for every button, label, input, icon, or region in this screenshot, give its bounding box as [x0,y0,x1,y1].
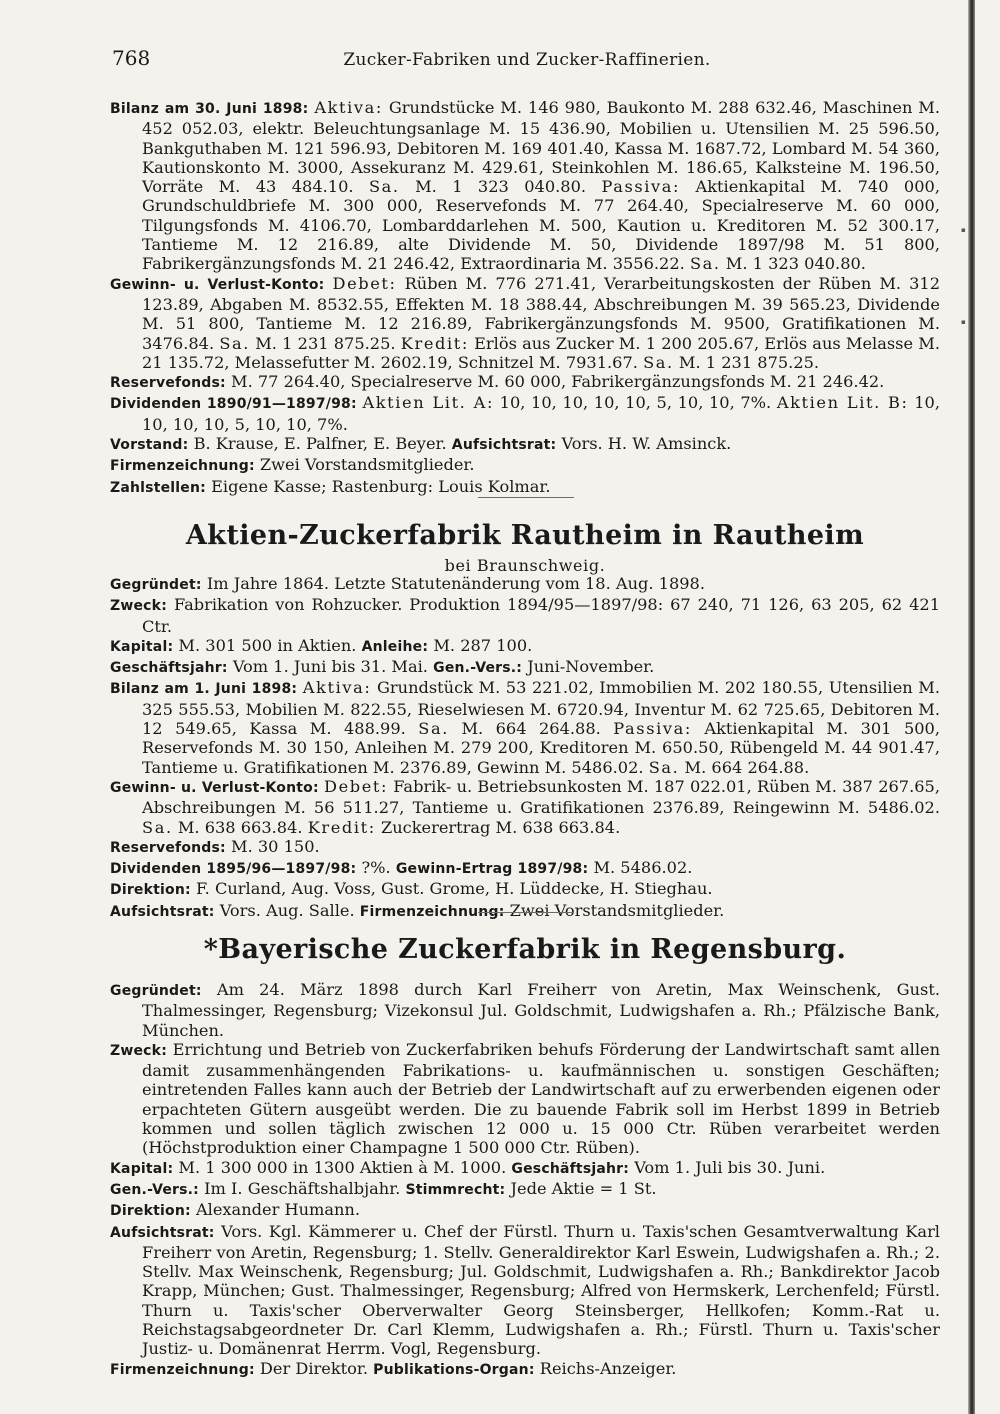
label-aufsichtsrat: Aufsichtsrat: [110,903,215,920]
label-aufsichtsrat: Aufsichtsrat: [110,1224,215,1241]
label-summe: Sa. [368,177,400,197]
label-publikations-organ: Publikations-Organ: [373,1361,535,1378]
label-gewinn-verlust: Gewinn- u. Verlust-Konto: [110,779,319,796]
entry-geschaeftsjahr [110,657,940,678]
text-debet: Rüben M. 776 271.41, Verarbeitungskosten der Rüben M. 312 123.89, Abgaben M. 8532.55, Effekten M. 18 388.44, Abschreibungen M. 39 565.23, Dividende M. 51 800, Tantieme M. 12 216.89, Fabrikergänzungsfonds M. 9500, Gratifikationen M. 3476.84. [142,273,940,353]
entry-kapital [110,1158,940,1179]
text-geschaeftsjahr: Vom 1. Juli bis 30. Juni. [634,1157,826,1177]
label-anleihe: Anleihe: [361,638,429,655]
text-summe: M. 664 264.88. [684,757,810,777]
label-zahlstellen: Zahlstellen: [110,479,206,496]
label-direktion: Direktion: [110,882,191,899]
text-publikations-organ: Reichs-Anzeiger. [539,1358,677,1378]
entry-zweck [110,1040,940,1158]
label-summe: Sa. [219,333,250,353]
label-aktiva: Aktiva: [302,678,372,698]
label-aktien-lit-b: Aktien Lit. B: [776,393,909,413]
label-summe: Sa. [689,254,721,274]
company-title: Aktien-Zuckerfabrik Rautheim in Rautheim [185,520,865,551]
text-aktiva: Grundstück M. 53 221.02, Immobilien M. 202 180.55, Utensilien M. 325 555.53, Mobilien M. 822.55, Rieselwiesen M. 6720.94, Inventur M. 62 725.65, Debitoren M. 12 549.65, Kassa M. 488.99. [142,678,940,739]
label-vorstand: Vorstand: [110,437,189,454]
text-aufsichtsrat: Vors. H. W. Amsinck. [561,434,732,454]
entry-firmenzeichnung [110,1359,940,1380]
label-gewinn-ertrag: Gewinn-Ertrag 1897/98: [395,861,589,878]
label-reservefonds: Reservefonds: [110,375,226,392]
text-kapital: M. 301 500 in Aktien. [178,635,357,655]
entry-reservefonds [110,837,940,858]
margin-mark: ▪ [961,318,966,326]
company-title: *Bayerische Zuckerfabrik in Regensburg. [203,934,847,965]
text-reservefonds: M. 77 264.40, Specialreserve M. 60 000, Fabrikergänzungsfonds M. 21 246.42. [231,372,885,392]
entry-zweck [110,595,940,636]
text-gegruendet: Im Jahre 1864. Letzte Statutenänderung vom 18. Aug. 1898. [206,574,705,593]
label-gen-vers: Gen.-Vers.: [110,1181,199,1198]
text-gen-vers: Im I. Geschäftshalbjahr. [204,1178,401,1198]
text-anleihe: M. 287 100. [433,635,533,655]
label-bilanz: Bilanz am 30. Juni 1898: [110,101,309,117]
label-zweck: Zweck: [110,1042,167,1059]
text-summe: M. 1 231 875.25. [678,352,820,372]
section-previous-company [110,98,940,498]
text-summe: M. 638 663.84. [177,817,303,837]
label-kredit: Kredit: [307,817,376,837]
label-zweck: Zweck: [110,598,167,615]
label-passiva: Passiva: [601,177,681,197]
label-gegruendet: Gegründet: [110,983,202,999]
entry-bilanz [110,678,940,776]
label-reservefonds: Reservefonds: [110,839,226,856]
label-dividenden: Dividenden 1890/91—1897/98: [110,396,357,413]
text-firmenzeichnung: Zwei Vorstandsmitglieder. [509,900,725,920]
entry-direktion [110,879,940,900]
label-stimmrecht: Stimmrecht: [405,1181,506,1198]
label-gegruendet: Gegründet: [110,577,202,593]
text-stimmrecht: Jede Aktie = 1 St. [510,1178,657,1198]
text-summe: M. 664 264.88. [461,719,601,739]
text-zahlstellen: Eigene Kasse; Rastenburg: Louis Kolmar. [211,476,551,496]
entry-firmenzeichnung [110,455,940,476]
entry-aufsichtsrat [110,1222,940,1359]
text-passiva: Aktienkapital M. 301 500, Reservefonds M. 30 150, Anleihen M. 279 200, Kreditoren M. 650.50, Rübengeld M. 44 901.47, Tantieme u. Gratifikationen M. 2376.89, Gewinn M. 5486.02. [142,719,940,777]
text-kredit: Zuckerertrag M. 638 663.84. [380,817,621,837]
entry-gewinn-verlust [110,777,940,837]
label-geschaeftsjahr: Geschäftsjahr: [110,660,228,677]
text-firmenzeichnung: Der Direktor. [259,1358,368,1378]
entry-gegruendet [110,980,940,1040]
text-geschaeftsjahr: Vom 1. Juni bis 31. Mai. [232,657,428,677]
entry-bilanz [110,98,940,274]
page-header [112,46,932,86]
label-geschaeftsjahr: Geschäftsjahr: [511,1160,630,1177]
label-summe: Sa. [418,719,449,739]
section-divider [478,497,574,498]
label-kapital: Kapital: [110,1160,174,1177]
entry-zahlstellen [110,477,940,498]
text-gewinn-ertrag: M. 5486.02. [593,858,693,878]
label-firmenzeichnung: Firmenzeichnung: [110,1361,255,1378]
label-kapital: Kapital: [110,638,174,655]
entry-direktion [110,1200,940,1221]
entry-gen-vers [110,1179,940,1200]
text-dividenden: ?%. [361,858,391,878]
entry-vorstand [110,434,940,455]
text-summe: M. 1 323 040.80. [415,177,587,197]
text-kapital: M. 1 300 000 in 1300 Aktien à M. 1000. [178,1157,507,1177]
entry-gegruendet [110,574,940,595]
section-regensburg [110,980,940,1380]
label-direktion: Direktion: [110,1203,191,1220]
text-kredit: Erlös aus Zucker M. 1 200 205.67, Erlös aus Melasse M. 21 135.72, Melassefutter M. 2602.19, Schnitzel M. 7931.67. [142,333,940,372]
label-aktiva: Aktiva: [314,98,383,117]
label-dividenden: Dividenden 1895/96—1897/98: [110,861,357,878]
entry-dividenden [110,393,940,434]
text-gen-vers: Juni-November. [527,657,655,677]
label-firmenzeichnung: Firmenzeichnung: [359,903,505,920]
text-firmenzeichnung: Zwei Vorstandsmitglieder. [259,455,475,475]
text-aktien-lit-b: 10, 10, 10, 10, 5, 10, 10, 7%. [142,393,940,434]
text-gegruendet: Am 24. März 1898 durch Karl Freiherr von Aretin, Max Weinschenk, Gust. Thalmessinger, Regensburg; Vizekonsul Jul. Goldschmit, Ludwigshafen a. Rh.; Pfälzische Bank, München. [142,980,940,1040]
text-vorstand: B. Krause, E. Palfner, E. Beyer. [193,434,447,454]
text-direktion: F. Curland, Aug. Voss, Gust. Grome, H. Lüddecke, H. Stieghau. [195,879,713,899]
section-rautheim [110,574,940,922]
label-summe: Sa. [142,817,173,837]
label-passiva: Passiva: [613,719,692,739]
label-summe: Sa. [643,352,674,372]
margin-mark: ▪ [961,226,966,234]
label-aufsichtsrat: Aufsichtsrat: [451,437,557,454]
text-summe: M. 1 323 040.80. [725,254,866,274]
text-zweck: Errichtung und Betrieb von Zuckerfabriken behufs Förderung der Landwirtschaft samt allen damit zusammenhängenden Fabrikations- u. kaufmännischen u. sonstigen Geschäften; eintretenden Falles kann auch der Betrieb der Landwirtschaft auf zu erwerbenden eigenen oder erpachteten Gütern ausgeübt werden. Die zu bauende Fabrik soll im Herbst 1899 in Betrieb kommen und sollen täglich zwischen 12 000 u. 15 000 Ctr. Rüben verarbeitet werden (Höchstproduktion einer Champagne 1 500 000 Ctr. Rüben). [142,1039,940,1158]
label-aktien-lit-a: Aktien Lit. A: [362,393,495,413]
label-firmenzeichnung: Firmenzeichnung: [110,458,255,475]
text-aktiva: Grundstücke M. 146 980, Baukonto M. 288 632.46, Maschinen M. 452 052.03, elektr. Beleuchtungsanlage M. 15 436.90, Mobilien u. Utensilien M. 25 596.50, Bankguthaben M. 121 596.93, Debitoren M. 169 401.40, Kassa M. 1687.72, Lombard M. 54 360, Kautionskonto M. 3000, Assekuranz M. 429.61, Steinkohlen M. 186.65, Kalksteine M. 196.50, Vorräte M. 43 484.10. [142,98,940,197]
entry-dividenden [110,858,940,879]
label-debet: Debet: [324,776,389,796]
text-aktien-lit-a: 10, 10, 10, 10, 10, 5, 10, 10, 7%. [499,393,772,413]
entry-kapital [110,636,940,657]
section-divider [478,912,574,913]
page-number: 768 [112,46,151,70]
label-debet: Debet: [332,273,397,293]
page-edge-shadow [968,0,975,1414]
entry-gewinn-verlust [110,274,940,372]
text-summe: M. 1 231 875.25. [255,333,396,353]
company-subtitle: bei Braunschweig. [444,556,606,575]
label-bilanz: Bilanz am 1. Juni 1898: [110,681,298,698]
text-direktion: Alexander Humann. [195,1200,360,1220]
text-passiva: Aktienkapital M. 740 000, Grundschuldbriefe M. 300 000, Reservefonds M. 77 264.40, Specialreserve M. 60 000, Tilgungsfonds M. 4106.70, Lombarddarlehen M. 500, Kaution u. Kreditoren M. 52 300.17, Tantieme M. 12 216.89, alte Dividende M. 50, Dividende 1897/98 M. 51 800, Fabrikergänzungsfonds M. 21 246.42, Extraordinaria M. 3556.22. [142,177,940,274]
entry-reservefonds [110,372,940,393]
label-kredit: Kredit: [400,333,469,353]
label-summe: Sa. [648,757,680,777]
text-zweck: Fabrikation von Rohzucker. Produktion 1894/95—1897/98: 67 240, 71 126, 63 205, 62 421 Ctr. [142,595,940,636]
text-aufsichtsrat: Vors. Aug. Salle. [219,900,355,920]
label-gen-vers: Gen.-Vers.: [433,660,523,677]
label-gewinn-verlust: Gewinn- u. Verlust-Konto: [110,276,325,293]
text-aufsichtsrat: Vors. Kgl. Kämmerer u. Chef der Fürstl. Thurn u. Taxis'schen Gesamtverwaltung Karl Freiherr von Aretin, Regensburg; 1. Stellv. Generaldirektor Karl Eswein, Ludwigshafen a. Rh.; 2. Stellv. Max Weinschenk, Regensburg; Jul. Goldschmit, Ludwigshafen a. Rh.; Bankdirektor Jacob Krapp, München; Gust. Thalmessinger, Regensburg; Alfred von Hermskerk, Lerchenfeld; Fürstl. Thurn u. Taxis'scher Oberverwalter Georg Steinsberger, Hellkofen; Komm.-Rat u. Reichstagsabgeordneter Dr. Carl Klemm, Ludwigshafen a. Rh.; Fürstl. Thurn u. Taxis'scher Justiz- u. Domänenrat Herrm. Vogl, Regensburg. [142,1221,940,1359]
text-reservefonds: M. 30 150. [231,836,320,856]
text-debet: Fabrik- u. Betriebsunkosten M. 187 022.01, Rüben M. 387 267.65, Abschreibungen M. 56 511.27, Tantieme u. Gratifikationen 2376.89, Reingewinn M. 5486.02. [142,776,940,818]
running-head: Zucker-Fabriken und Zucker-Raffinerien. [343,50,711,70]
